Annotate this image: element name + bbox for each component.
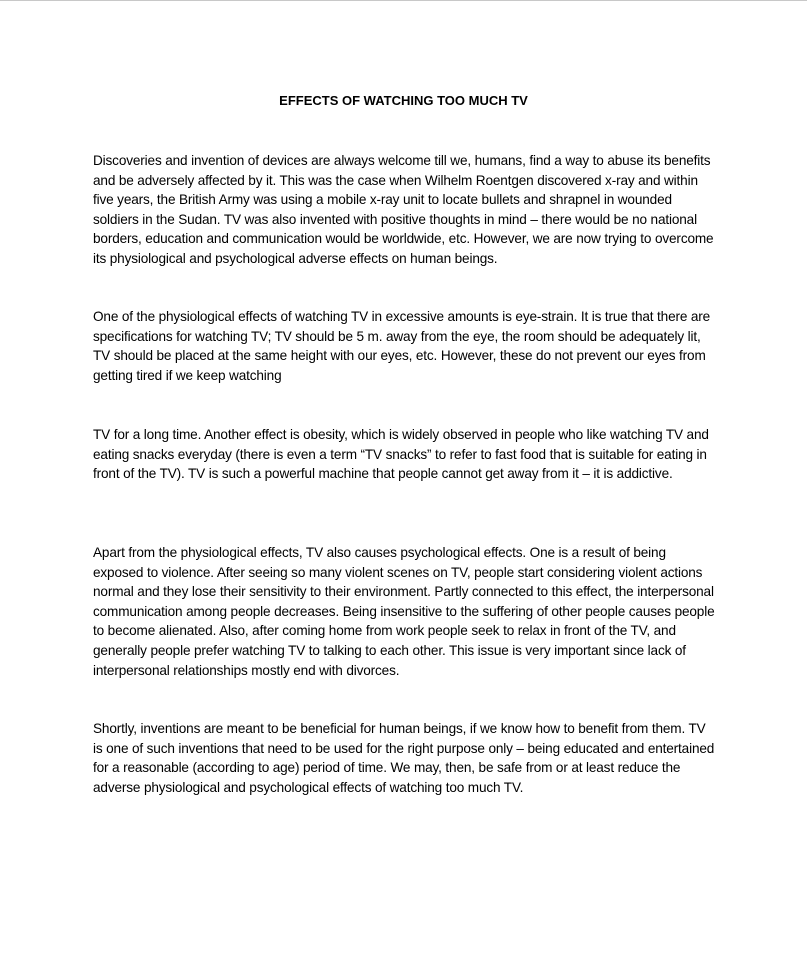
paragraph-psychological-effects: Apart from the physiological effects, TV also causes psychological effects. One is a result of being exposed to violence. After seeing so many violent scenes on TV, people start considering violent actions normal and they lose their sensitivity to their environment. Partly connected to this effect, the interpersonal communication among people decreases. Being insensitive to the suffering of other people causes people to become alienated. Also, after coming home from work people seek to relax in front of the TV, and generally people prefer watching TV to talking to each other. This issue is very important since lack of interpersonal relationships mostly end with divorces. bbox=[93, 545, 715, 678]
paragraph-obesity: TV for a long time. Another effect is obesity, which is widely observed in people who like watching TV and eating snacks everyday (there is even a term “TV snacks” to refer to fast food that is suitable for eating in front of the TV). TV is such a powerful machine that people cannot get away from it – it is addictive. bbox=[93, 427, 709, 482]
paragraph-introduction: Discoveries and invention of devices are always welcome till we, humans, find a way to abuse its benefits and be adversely affected by it. This was the case when Wilhelm Roentgen discovered x-ray and within five years, the British Army was using a mobile x-ray unit to locate bullets and shrapnel in wounded soldiers in the Sudan. TV was also invented with positive thoughts in mind – there would be no national borders, education and communication would be worldwide, etc. However, we are now trying to overcome its physiological and psychological adverse effects on human beings. bbox=[93, 153, 714, 266]
paragraph-conclusion: Shortly, inventions are meant to be beneficial for human beings, if we know how to benefit from them. TV is one of such inventions that need to be used for the right purpose only – being educated and entertained for a reasonable (according to age) period of time. We may, then, be safe from or at least reduce the adverse physiological and psychological effects of watching too much TV. bbox=[93, 721, 715, 795]
paragraph-eye-strain: One of the physiological effects of watching TV in excessive amounts is eye-strain. It is true that there are specifications for watching TV; TV should be 5 m. away from the eye, the room should be adequately lit, TV should be placed at the same height with our eyes, etc. However, these do not prevent our eyes from getting tired if we keep watching bbox=[93, 309, 711, 383]
document-title: EFFECTS OF WATCHING TOO MUCH TV bbox=[279, 93, 528, 108]
